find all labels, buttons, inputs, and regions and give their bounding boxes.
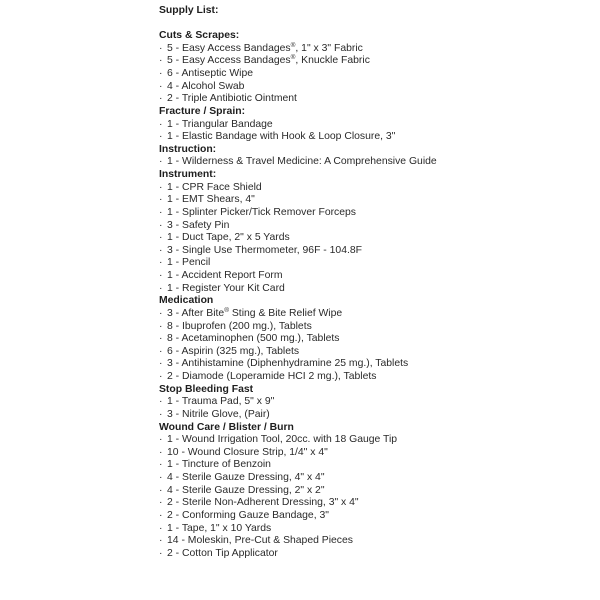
item-text: 2 - Sterile Non-Adherent Dressing, 3" x 4" <box>167 497 359 509</box>
item-text: 3 - Single Use Thermometer, 96F - 104.8F <box>167 244 363 256</box>
bullet: · <box>159 42 163 54</box>
bullet: · <box>159 55 163 67</box>
item-text: 1 - Wound Irrigation Tool, 20cc. with 18 Gauge Tip <box>167 434 398 446</box>
bullet: · <box>159 345 163 357</box>
bullet: · <box>159 156 163 168</box>
bullet: · <box>159 194 163 206</box>
item-text: 4 - Alcohol Swab <box>167 80 245 92</box>
item-text: 10 - Wound Closure Strip, 1/4" x 4" <box>167 446 328 458</box>
bullet: · <box>159 131 163 143</box>
bullet: · <box>159 497 163 509</box>
bullet: · <box>159 509 163 521</box>
bullet: · <box>159 93 163 105</box>
bullet: · <box>159 68 163 80</box>
item-text: 3 - Antihistamine (Diphenhydramine 25 mg.), Tablets <box>167 358 409 370</box>
bullet: · <box>159 396 163 408</box>
list-item <box>159 68 437 81</box>
item-text: 1 - Accident Report Form <box>167 270 283 282</box>
bullet: · <box>159 535 163 547</box>
list-item <box>159 510 437 523</box>
section-heading: Instruction: <box>159 143 217 155</box>
list-item <box>159 346 437 359</box>
section-heading: Stop Bleeding Fast <box>159 383 254 395</box>
section-heading: Instrument: <box>159 169 217 181</box>
bullet: · <box>159 244 163 256</box>
supply-section <box>159 422 437 561</box>
item-text: 5 - Easy Access Bandages <box>167 42 291 54</box>
item-text: 1 - Duct Tape, 2" x 5 Yards <box>167 232 290 244</box>
supply-section <box>159 384 437 422</box>
bullet: · <box>159 282 163 294</box>
list-item <box>159 308 437 321</box>
list-item <box>159 459 437 472</box>
bullet: · <box>159 320 163 332</box>
item-text: 14 - Moleskin, Pre-Cut & Shaped Pieces <box>167 535 353 547</box>
list-item <box>159 472 437 485</box>
list-item <box>159 485 437 498</box>
supply-list-title: Supply List: <box>159 5 219 16</box>
list-item <box>159 396 437 409</box>
item-text: 3 - After Bite <box>167 307 225 319</box>
item-text: 1 - Wilderness & Travel Medicine: A Comprehensive Guide <box>167 156 437 168</box>
list-item <box>159 409 437 422</box>
list-item <box>159 232 437 245</box>
list-item <box>159 131 437 144</box>
list-item <box>159 182 437 195</box>
list-item <box>159 257 437 270</box>
bullet: · <box>159 118 163 130</box>
item-text: 3 - Safety Pin <box>167 219 230 231</box>
item-text-suffix: , Knuckle Fabric <box>295 55 370 67</box>
list-item <box>159 220 437 233</box>
supply-sections <box>159 30 437 560</box>
bullet: · <box>159 358 163 370</box>
list-item <box>159 434 437 447</box>
list-item <box>159 55 437 68</box>
bullet: · <box>159 257 163 269</box>
item-text-suffix: , 1" x 3" Fabric <box>295 42 363 54</box>
bullet: · <box>159 270 163 282</box>
list-item <box>159 194 437 207</box>
list-item <box>159 548 437 561</box>
item-text: 1 - EMT Shears, 4" <box>167 194 255 206</box>
bullet: · <box>159 181 163 193</box>
supply-section <box>159 144 437 169</box>
section-heading: Fracture / Sprain: <box>159 105 246 117</box>
item-text: 6 - Aspirin (325 mg.), Tablets <box>167 345 300 357</box>
list-item <box>159 245 437 258</box>
list-item <box>159 371 437 384</box>
list-item <box>159 270 437 283</box>
supply-section <box>159 30 437 106</box>
item-text: 1 - Trauma Pad, 5" x 9" <box>167 396 275 408</box>
list-item <box>159 119 437 132</box>
supply-section <box>159 295 437 383</box>
registered-mark: ® <box>290 41 296 49</box>
item-text: 1 - Register Your Kit Card <box>167 282 285 294</box>
bullet: · <box>159 408 163 420</box>
bullet: · <box>159 206 163 218</box>
supply-section <box>159 169 437 295</box>
list-item <box>159 156 437 169</box>
item-text: 2 - Cotton Tip Applicator <box>167 547 278 559</box>
item-text: 1 - Tape, 1" x 10 Yards <box>167 522 272 534</box>
item-text: 5 - Easy Access Bandages <box>167 55 291 67</box>
item-text: 1 - Tincture of Benzoin <box>167 459 271 471</box>
bullet: · <box>159 333 163 345</box>
item-text: 1 - Elastic Bandage with Hook & Loop Closure, 3" <box>167 131 396 143</box>
list-item <box>159 207 437 220</box>
bullet: · <box>159 459 163 471</box>
item-text: 1 - CPR Face Shield <box>167 181 262 193</box>
item-text: 4 - Sterile Gauze Dressing, 2" x 2" <box>167 484 325 496</box>
list-item <box>159 43 437 56</box>
list-item <box>159 283 437 296</box>
item-text: 8 - Acetaminophen (500 mg.), Tablets <box>167 333 340 345</box>
section-heading: Wound Care / Blister / Burn <box>159 421 294 433</box>
item-text: 1 - Pencil <box>167 257 211 269</box>
list-item <box>159 523 437 536</box>
section-heading: Medication <box>159 295 214 307</box>
item-text: 2 - Conforming Gauze Bandage, 3" <box>167 509 329 521</box>
supply-list-document <box>159 5 437 560</box>
list-item <box>159 447 437 460</box>
bullet: · <box>159 80 163 92</box>
item-text: 8 - Ibuprofen (200 mg.), Tablets <box>167 320 312 332</box>
section-heading: Cuts & Scrapes: <box>159 30 240 42</box>
item-text: 2 - Diamode (Loperamide HCI 2 mg.), Tablets <box>167 371 377 383</box>
bullet: · <box>159 446 163 458</box>
item-text: 1 - Splinter Picker/Tick Remover Forceps <box>167 206 357 218</box>
registered-mark: ® <box>224 306 229 314</box>
list-item <box>159 81 437 94</box>
supply-section <box>159 106 437 144</box>
list-item <box>159 333 437 346</box>
item-text: 1 - Triangular Bandage <box>167 118 273 130</box>
registered-mark: ® <box>290 54 296 62</box>
bullet: · <box>159 522 163 534</box>
bullet: · <box>159 307 163 319</box>
bullet: · <box>159 219 163 231</box>
item-text: 6 - Antiseptic Wipe <box>167 68 254 80</box>
list-item <box>159 321 437 334</box>
bullet: · <box>159 472 163 484</box>
bullet: · <box>159 434 163 446</box>
item-text: 2 - Triple Antibiotic Ointment <box>167 93 297 105</box>
item-text: 3 - Nitrile Glove, (Pair) <box>167 408 270 420</box>
bullet: · <box>159 484 163 496</box>
list-item <box>159 497 437 510</box>
list-item <box>159 535 437 548</box>
list-item <box>159 358 437 371</box>
list-item <box>159 93 437 106</box>
bullet: · <box>159 371 163 383</box>
bullet: · <box>159 232 163 244</box>
item-text: 4 - Sterile Gauze Dressing, 4" x 4" <box>167 472 325 484</box>
item-text-suffix: Sting & Bite Relief Wipe <box>228 307 343 319</box>
bullet: · <box>159 547 163 559</box>
